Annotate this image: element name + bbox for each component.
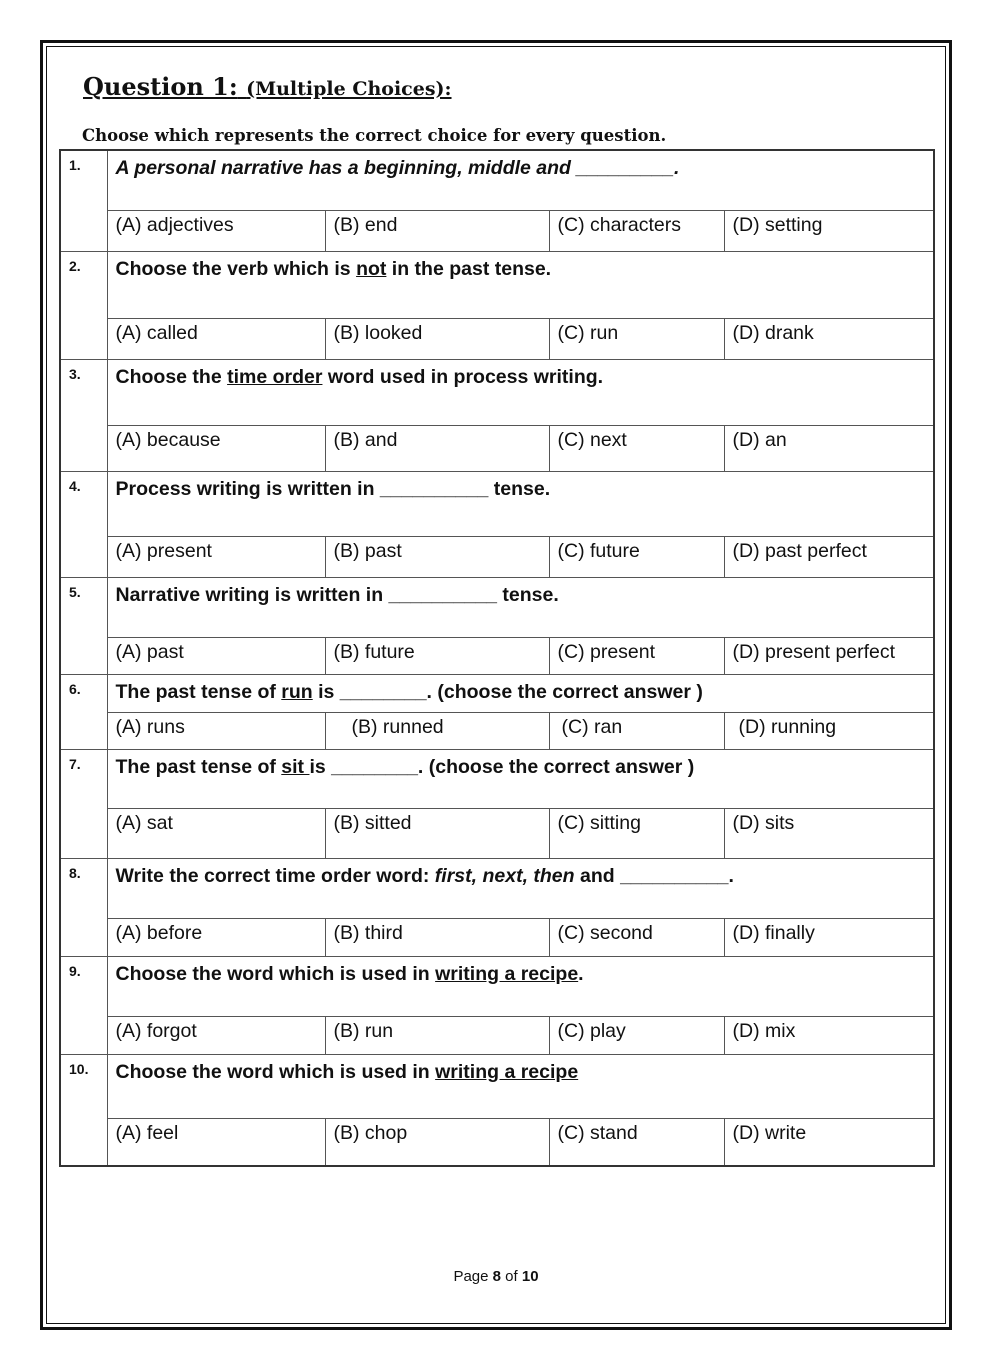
- options-row-3: [60, 425, 934, 471]
- question-row-4: [60, 471, 934, 536]
- question-text: Write the correct time order word: first, next, then and __________.: [107, 858, 934, 918]
- option-d[interactable]: (D) finally: [724, 918, 934, 956]
- options-row-6: [60, 712, 934, 749]
- options-row-10: [60, 1118, 934, 1166]
- option-b[interactable]: (B) third: [325, 918, 549, 956]
- option-a[interactable]: (A) runs: [107, 712, 325, 749]
- question-text: Narrative writing is written in __________ tense.: [107, 577, 934, 637]
- option-c[interactable]: (C) present: [549, 637, 724, 674]
- option-d[interactable]: (D) mix: [724, 1016, 934, 1054]
- option-c[interactable]: (C) second: [549, 918, 724, 956]
- option-a[interactable]: (A) sat: [107, 808, 325, 858]
- total-page-count: 10: [521, 1268, 539, 1285]
- question-number: 2.: [60, 251, 107, 359]
- question-number: 6.: [60, 674, 107, 749]
- option-c[interactable]: (C) sitting: [549, 808, 724, 858]
- question-row-5: [60, 577, 934, 637]
- question-row-7: [60, 749, 934, 808]
- question-number: 1.: [60, 150, 107, 251]
- option-c[interactable]: (C) play: [549, 1016, 724, 1054]
- option-a[interactable]: (A) past: [107, 637, 325, 674]
- options-row-8: [60, 918, 934, 956]
- question-number: 8.: [60, 858, 107, 956]
- underlined-keyword: writing a recipe: [435, 962, 579, 985]
- option-a[interactable]: (A) feel: [107, 1118, 325, 1166]
- option-c[interactable]: (C) characters: [549, 210, 724, 251]
- question-row-2: [60, 251, 934, 318]
- option-a[interactable]: (A) before: [107, 918, 325, 956]
- option-d[interactable]: (D) sits: [724, 808, 934, 858]
- option-b[interactable]: (B) sitted: [325, 808, 549, 858]
- options-row-2: [60, 318, 934, 359]
- question-text: Process writing is written in __________ tense.: [107, 471, 934, 536]
- question-title: Question 1:: [83, 72, 238, 101]
- option-d[interactable]: (D) past perfect: [724, 536, 934, 577]
- options-row-5: [60, 637, 934, 674]
- option-c[interactable]: (C) future: [549, 536, 724, 577]
- question-number: 5.: [60, 577, 107, 674]
- question-row-9: [60, 956, 934, 1016]
- option-c[interactable]: (C) next: [549, 425, 724, 471]
- option-b[interactable]: (B) chop: [325, 1118, 549, 1166]
- option-b[interactable]: (B) looked: [325, 318, 549, 359]
- option-d[interactable]: (D) write: [724, 1118, 934, 1166]
- question-text: The past tense of run is ________. (choose the correct answer ): [107, 674, 934, 712]
- question-row-1: [60, 150, 934, 210]
- options-row-7: [60, 808, 934, 858]
- option-c[interactable]: (C) ran: [549, 712, 724, 749]
- option-b[interactable]: (B) past: [325, 536, 549, 577]
- option-d[interactable]: (D) running: [724, 712, 934, 749]
- option-a[interactable]: (A) adjectives: [107, 210, 325, 251]
- option-a[interactable]: (A) called: [107, 318, 325, 359]
- current-page-number: 8: [492, 1268, 501, 1285]
- option-b[interactable]: (B) run: [325, 1016, 549, 1054]
- question-row-3: [60, 359, 934, 425]
- option-d[interactable]: (D) an: [724, 425, 934, 471]
- option-a[interactable]: (A) because: [107, 425, 325, 471]
- question-text: Choose the word which is used in writing a recipe: [107, 1054, 934, 1118]
- page-footer: Page 8 of 10: [453, 1268, 539, 1285]
- question-number: 9.: [60, 956, 107, 1054]
- option-b[interactable]: (B) future: [325, 637, 549, 674]
- option-a[interactable]: (A) present: [107, 536, 325, 577]
- question-text: Choose the time order word used in process writing.: [107, 359, 934, 425]
- question-row-8: [60, 858, 934, 918]
- question-row-6: [60, 674, 934, 712]
- underlined-keyword: time order: [227, 365, 323, 388]
- option-d[interactable]: (D) present perfect: [724, 637, 934, 674]
- italic-examples: first, next, then: [434, 864, 575, 887]
- options-row-1: [60, 210, 934, 251]
- instruction-text: Choose which represents the correct choice for every question.: [82, 126, 667, 145]
- option-d[interactable]: (D) setting: [724, 210, 934, 251]
- option-b[interactable]: (B) and: [325, 425, 549, 471]
- underlined-keyword: run: [281, 680, 313, 703]
- underlined-keyword: not: [356, 257, 387, 280]
- option-d[interactable]: (D) drank: [724, 318, 934, 359]
- question-row-10: [60, 1054, 934, 1118]
- options-row-4: [60, 536, 934, 577]
- question-text: Choose the word which is used in writing a recipe.: [107, 956, 934, 1016]
- question-number: 3.: [60, 359, 107, 471]
- option-c[interactable]: (C) stand: [549, 1118, 724, 1166]
- question-number: 10.: [60, 1054, 107, 1166]
- question-text: The past tense of sit is ________. (choose the correct answer ): [107, 749, 934, 808]
- question-subtitle: (Multiple Choices):: [246, 78, 452, 100]
- mcq-table: [59, 149, 935, 1167]
- question-text: Choose the verb which is not in the past tense.: [107, 251, 934, 318]
- underlined-keyword: sit: [281, 755, 310, 778]
- option-a[interactable]: (A) forgot: [107, 1016, 325, 1054]
- options-row-9: [60, 1016, 934, 1054]
- question-heading: [83, 72, 452, 101]
- option-b[interactable]: (B) runned: [325, 712, 549, 749]
- option-b[interactable]: (B) end: [325, 210, 549, 251]
- question-number: 7.: [60, 749, 107, 858]
- question-text: A personal narrative has a beginning, middle and _________.: [107, 150, 934, 210]
- question-number: 4.: [60, 471, 107, 577]
- underlined-keyword: writing a recipe: [435, 1060, 579, 1083]
- option-c[interactable]: (C) run: [549, 318, 724, 359]
